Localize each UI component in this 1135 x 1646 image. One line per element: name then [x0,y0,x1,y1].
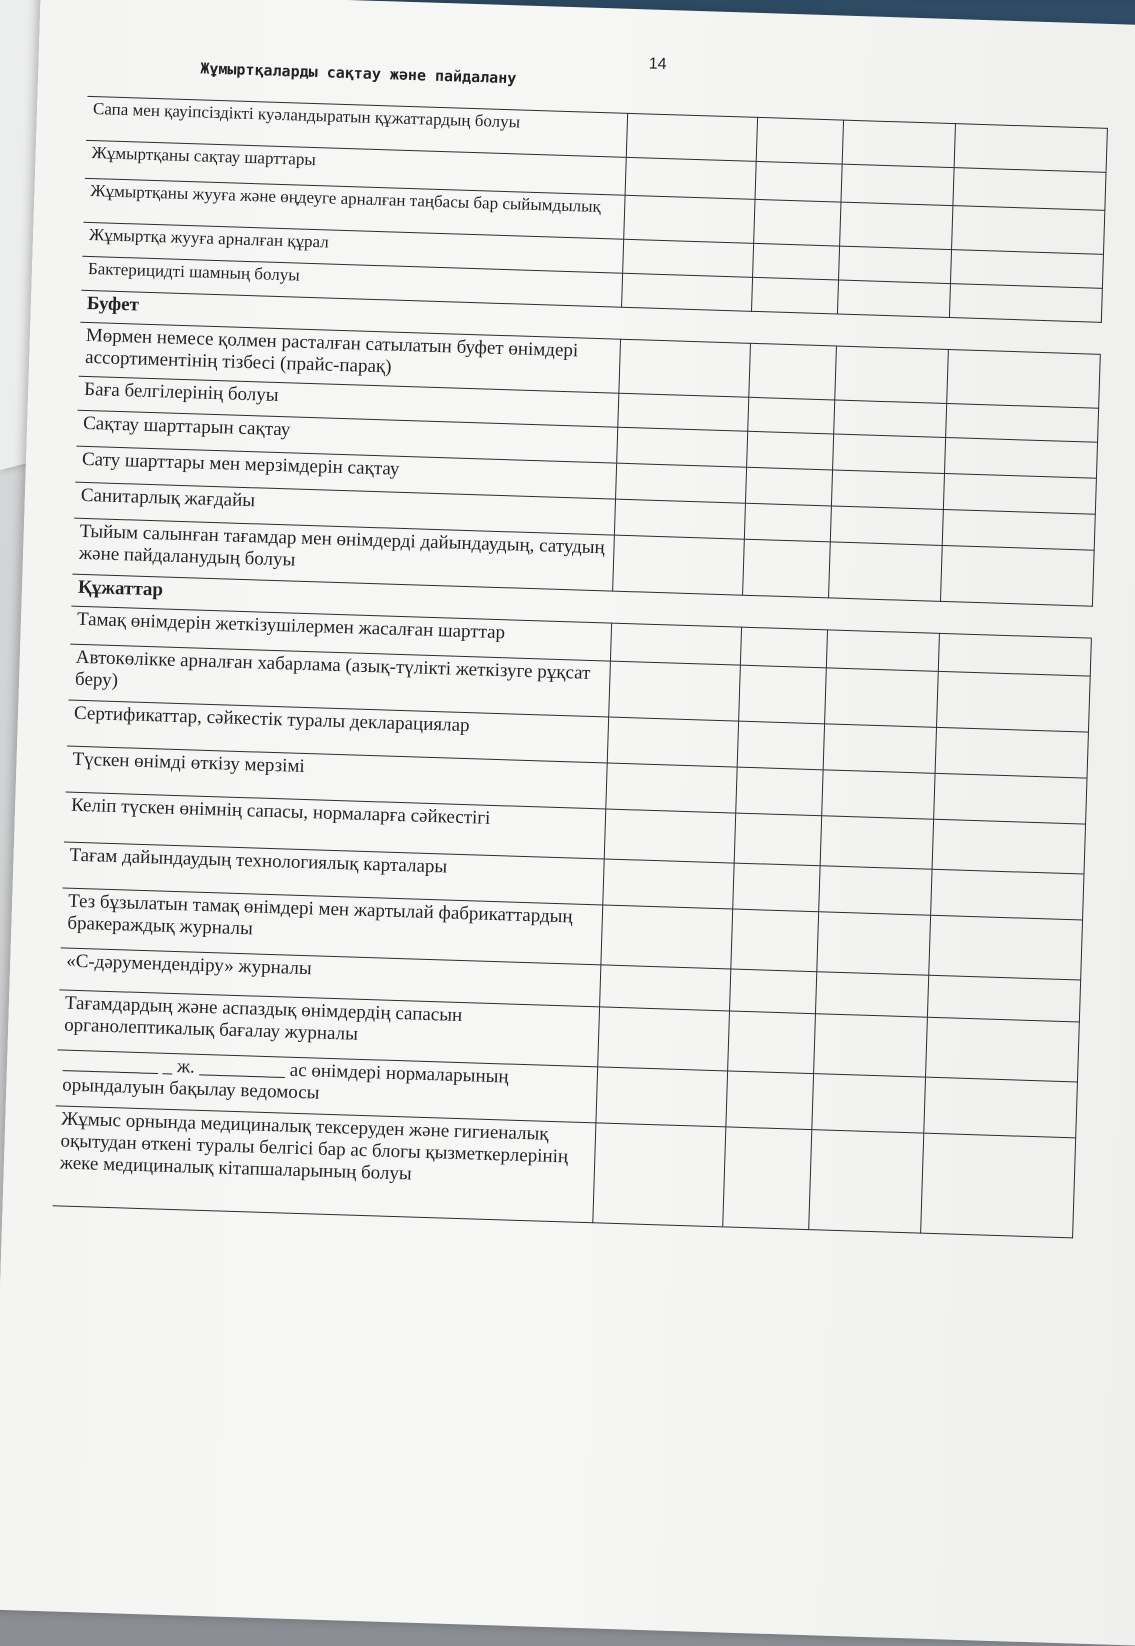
checklist-item-label: Мөрмен немесе қолмен расталған сатылатын буфет өнімдері ассортиментінің тізбесі (прайс-парақ) [79,322,620,393]
mark-cell[interactable] [944,437,1097,478]
mark-cell[interactable] [748,343,836,400]
mark-cell[interactable] [600,905,732,969]
mark-cell[interactable] [744,503,831,542]
mark-cell[interactable] [951,206,1104,255]
mark-cell[interactable] [608,661,740,721]
section-heading: Құжаттар [71,574,1092,638]
mark-cell[interactable] [614,499,745,539]
mark-cell[interactable] [824,668,938,727]
mark-cell[interactable] [938,633,1091,676]
checklist-item-label: Жұмыртқаны сақтау шарттары [85,140,626,195]
mark-cell[interactable] [735,767,822,816]
mark-cell[interactable] [742,539,830,598]
mark-cell[interactable] [734,813,822,866]
mark-cell[interactable] [930,869,1083,920]
mark-cell[interactable] [830,506,943,546]
mark-cell[interactable] [729,969,816,1014]
checklist-item-label: Түскен өнімді өткізу мерзімі [66,746,607,809]
checklist-item-label: Келіп түскен өнімнің сапасы, нормаларға сәйкестігі [64,792,605,859]
mark-cell[interactable] [833,400,946,438]
mark-cell[interactable] [599,965,730,1011]
mark-cell[interactable] [612,535,744,595]
mark-cell[interactable] [604,809,736,863]
checklist-item-label: Тағамдардың және аспаздық өнімдердің сапасын органолептикалық бағалау журналы [57,990,599,1067]
mark-cell[interactable] [592,1123,725,1227]
mark-cell[interactable] [943,473,1096,514]
mark-cell[interactable] [725,1071,813,1130]
mark-cell[interactable] [732,863,819,912]
mark-cell[interactable] [753,199,840,246]
mark-cell[interactable] [923,1077,1077,1138]
checklist-item-label: Баға белгілерінің болуы [78,376,619,427]
mark-cell[interactable] [607,717,738,767]
checklist-item-label: Автокөлікке арналған хабарлама (азық-түлікті жеткізуге рұқсат беру) [68,644,609,717]
mark-cell[interactable] [928,915,1082,980]
mark-cell[interactable] [837,280,950,318]
mark-cell[interactable] [602,859,733,909]
checklist-table [53,96,1108,1239]
mark-cell[interactable] [597,1007,729,1071]
mark-cell[interactable] [617,393,748,431]
mark-cell[interactable] [740,627,827,668]
mark-cell[interactable] [815,972,928,1017]
mark-cell[interactable] [946,350,1100,409]
page-content [59,32,1108,1185]
mark-cell[interactable] [927,975,1080,1022]
mark-cell[interactable] [816,912,930,975]
mark-cell[interactable] [747,397,834,434]
mark-cell[interactable] [826,630,939,671]
mark-cell[interactable] [952,168,1105,211]
mark-cell[interactable] [832,434,945,474]
mark-cell[interactable] [623,195,754,243]
checklist-item-label: Жұмыртқаны жууға және өңдеуге арналған таңбасы бар сыйымдылық [83,178,624,239]
mark-cell[interactable] [954,124,1107,173]
mark-cell[interactable] [746,431,833,470]
page-number: 14 [648,55,667,74]
mark-cell[interactable] [813,1014,927,1077]
mark-cell[interactable] [942,509,1095,550]
mark-cell[interactable] [950,250,1103,289]
mark-cell[interactable] [625,157,756,199]
checklist-item-label: «С-дәрумендендіру» журналы [59,948,600,1007]
mark-cell[interactable] [811,1074,925,1133]
mark-cell[interactable] [838,246,951,284]
mark-cell[interactable] [730,909,818,972]
checklist-item-label: Санитарлық жағдайы [74,482,615,535]
mark-cell[interactable] [820,816,934,869]
mark-cell[interactable] [615,463,746,503]
checklist-item-label: Жұмыс орнында медициналық тексеруден және гигиеналық оқытудан өткені туралы белгісі бар ас блогы қызметкерлерінің жеке медициналық кітапшаларының болуы [53,1106,596,1223]
checklist-item-label: __________ _ ж. _________ ас өнімдері нормаларының орындалуын бақылау ведомосы [56,1050,597,1123]
mark-cell[interactable] [808,1130,923,1233]
checklist-item-label: Сату шарттары мен мерзімдерін сақтау [75,446,616,499]
mark-cell[interactable] [945,403,1098,442]
mark-cell[interactable] [745,467,832,506]
mark-cell[interactable] [616,427,747,467]
mark-cell[interactable] [925,1017,1079,1082]
section-title: Жұмыртқаларды сақтау және пайдалану [200,59,517,88]
mark-cell[interactable] [839,202,952,249]
mark-cell[interactable] [936,671,1090,732]
checklist-item-label: Тез бұзылатын тамақ өнімдері мен жартылай фабрикаттардың бракераждық журналы [61,888,603,965]
checklist-item-label: Жұмыртқа жууға арналған құрал [82,222,623,273]
mark-cell[interactable] [933,773,1086,824]
mark-cell[interactable] [823,724,936,773]
mark-cell[interactable] [831,470,944,510]
mark-cell[interactable] [932,819,1085,874]
mark-cell[interactable] [818,866,931,915]
mark-cell[interactable] [834,346,948,403]
mark-cell[interactable] [727,1011,815,1074]
mark-cell[interactable] [940,545,1094,606]
mark-cell[interactable] [737,721,824,770]
mark-cell[interactable] [595,1067,727,1127]
mark-cell[interactable] [828,542,942,601]
mark-cell[interactable] [610,623,741,665]
mark-cell[interactable] [755,161,842,202]
mark-cell[interactable] [752,243,839,280]
checklist-item-label: Тыйым салынған тағамдар мен өнімдерді дайындаудың, сатудың және пайдаланудың болуы [72,518,613,591]
mark-cell[interactable] [626,113,757,161]
mark-cell[interactable] [756,117,843,164]
checklist-item-label: Сапа мен қауіпсіздікті куәландыратын құжаттардың болуы [86,96,627,157]
checklist-item-label: Тамақ өнімдерін жеткізушілермен жасалған шарттар [70,606,611,661]
mark-cell[interactable] [751,277,838,314]
checklist-item-label: Сертификаттар, сәйкестік туралы декларациялар [67,700,608,763]
checklist-body [53,96,1107,1237]
mark-cell[interactable] [842,120,955,167]
checklist-item-label: Тағам дайындаудың технологиялық карталары [63,842,604,905]
mark-cell[interactable] [935,727,1088,778]
section-heading: Буфет [80,290,1101,354]
mark-cell[interactable] [605,763,736,813]
mark-cell[interactable] [821,770,934,819]
checklist-item-label: Сақтау шарттарын сақтау [76,410,617,463]
mark-cell[interactable] [618,339,750,397]
mark-cell[interactable] [722,1127,811,1230]
mark-cell[interactable] [621,273,752,311]
mark-cell[interactable] [738,665,826,724]
mark-cell[interactable] [622,239,753,277]
mark-cell[interactable] [840,164,953,205]
mark-cell[interactable] [920,1133,1075,1238]
checklist-item-label: Бактерицидті шамның болуы [81,256,622,307]
mark-cell[interactable] [949,284,1102,323]
